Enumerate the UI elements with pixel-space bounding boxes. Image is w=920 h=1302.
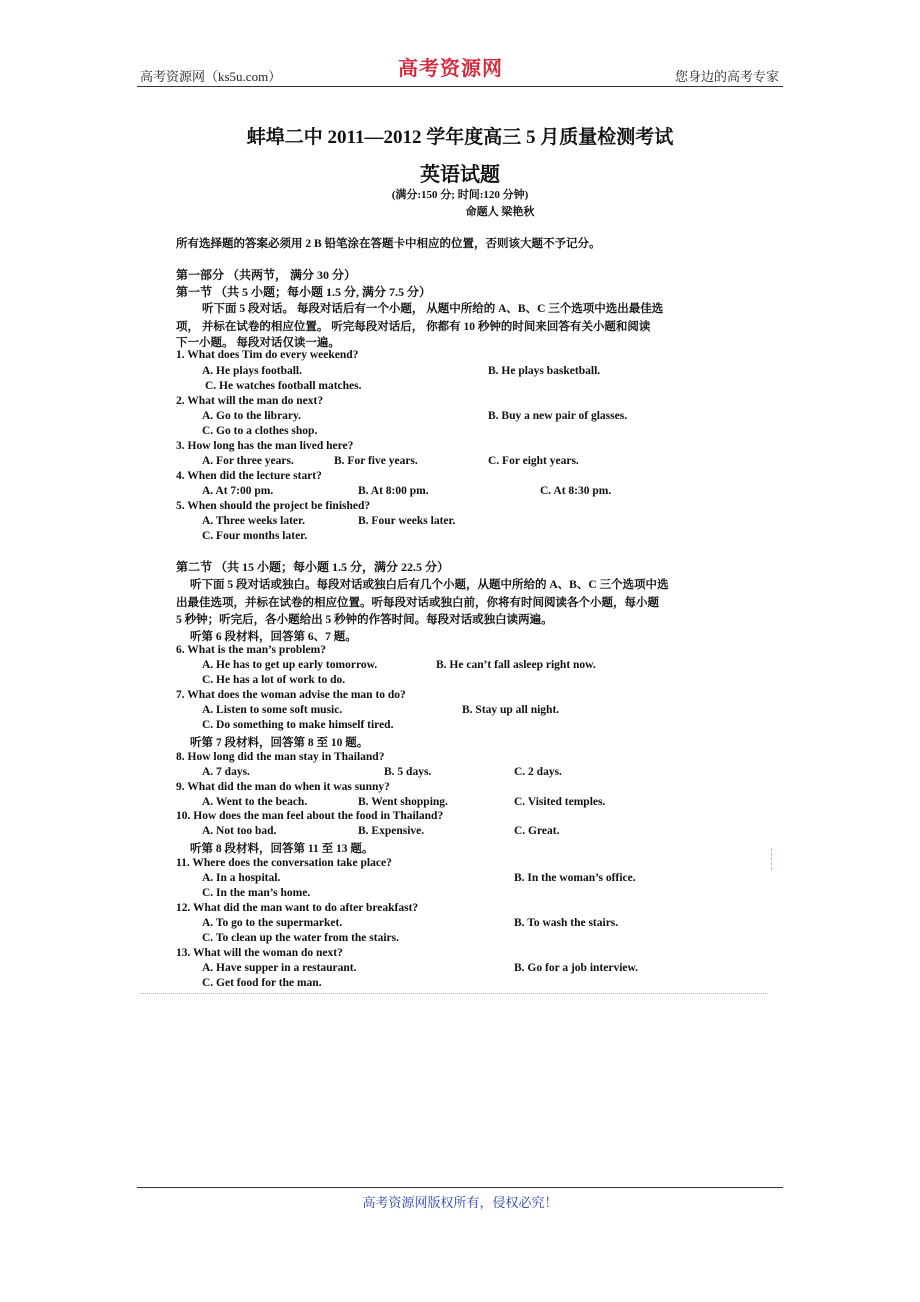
answer-notice: 所有选择题的答案必须用 2 B 铅笔涂在答题卡中相应的位置，否则该大题不予记分。	[176, 238, 601, 250]
option-c: C. Visited temples.	[514, 796, 606, 808]
option-a: A. 7 days.	[202, 766, 250, 778]
exam-meta: (满分:150 分; 时间:120 分钟)	[391, 189, 529, 201]
question-10: 10. How does the man feel about the food in Thailand?	[176, 810, 444, 822]
option-c: C. To clean up the water from the stairs.	[202, 932, 399, 944]
option-c: C. Go to a clothes shop.	[202, 425, 318, 437]
site-logo: 高考资源网	[398, 56, 503, 80]
option-c: C. 2 days.	[514, 766, 562, 778]
header-site-name: 高考资源网（ks5u.com）	[140, 69, 282, 84]
question-1: 1. What does Tim do every weekend?	[176, 349, 359, 361]
question-12: 12. What did the man want to do after breakfast?	[176, 902, 419, 914]
exam-author: 命题人 梁艳秋	[465, 206, 535, 218]
option-a: A. He plays football.	[202, 365, 302, 377]
option-a: A. Not too bad.	[202, 825, 277, 837]
option-c: C. At 8:30 pm.	[540, 485, 612, 497]
scan-artifact	[771, 848, 775, 870]
section-instructions: 听下面 5 段对话或独白。每段对话或独白后有几个小题，从题中所给的 A、B、C 三个选项中选	[190, 579, 669, 591]
section-instructions: 出最佳选项，并标在试卷的相应位置。听每段对话或独白前，你将有时间阅读各个小题，每小题	[176, 597, 659, 609]
material-instruction: 听第 6 段材料，回答第 6、7 题。	[190, 631, 357, 643]
question-6: 6. What is the man’s problem?	[176, 644, 326, 656]
option-a: A. Went to the beach.	[202, 796, 308, 808]
option-c: C. For eight years.	[488, 455, 579, 467]
option-c: C. Get food for the man.	[202, 977, 322, 989]
material-instruction: 听第 8 段材料，回答第 11 至 13 题。	[190, 843, 374, 855]
option-b: B. He can’t fall asleep right now.	[436, 659, 596, 671]
option-c: C. Do something to make himself tired.	[202, 719, 394, 731]
option-b: B. Go for a job interview.	[514, 962, 639, 974]
material-instruction: 听第 7 段材料，回答第 8 至 10 题。	[190, 737, 369, 749]
section-instructions: 下一小题。 每段对话仅读一遍。	[176, 337, 340, 349]
question-5: 5. When should the project be finished?	[176, 500, 371, 512]
section-heading: 第一节 （共 5 小题；每小题 1.5 分, 满分 7.5 分）	[176, 285, 432, 299]
question-7: 7. What does the woman advise the man to do?	[176, 689, 406, 701]
exam-title: 蚌埠二中 2011—2012 学年度高三 5 月质量检测考试	[246, 127, 674, 148]
section-heading: 第二节 （共 15 小题；每小题 1.5 分，满分 22.5 分）	[176, 560, 450, 574]
option-b: B. At 8:00 pm.	[358, 485, 429, 497]
option-b: B. Stay up all night.	[462, 704, 560, 716]
option-b: B. 5 days.	[384, 766, 432, 778]
option-a: A. At 7:00 pm.	[202, 485, 274, 497]
option-c: C. In the man’s home.	[202, 887, 311, 899]
option-a: A. Go to the library.	[202, 410, 302, 422]
part-heading: 第一部分 （共两节， 满分 30 分）	[176, 268, 357, 282]
option-a: A. Three weeks later.	[202, 515, 305, 527]
option-a: A. Have supper in a restaurant.	[202, 962, 357, 974]
footer-copyright: 高考资源网版权所有，侵权必究！	[362, 1195, 558, 1210]
option-b: B. Went shopping.	[358, 796, 448, 808]
question-4: 4. When did the lecture start?	[176, 470, 322, 482]
header-divider	[137, 86, 783, 87]
option-a: A. To go to the supermarket.	[202, 917, 343, 929]
option-b: B. He plays basketball.	[488, 365, 601, 377]
option-b: B. Expensive.	[358, 825, 425, 837]
question-3: 3. How long has the man lived here?	[176, 440, 354, 452]
option-c: C. He has a lot of work to do.	[202, 674, 346, 686]
question-2: 2. What will the man do next?	[176, 395, 324, 407]
footer-divider	[137, 1187, 783, 1188]
option-c: C. Great.	[514, 825, 560, 837]
option-b: B. To wash the stairs.	[514, 917, 619, 929]
section-instructions: 5 秒钟；听完后，各小题给出 5 秒钟的作答时间。每段对话或独白读两遍。	[176, 614, 553, 626]
scan-edge-divider	[140, 993, 768, 994]
header-slogan: 您身边的高考专家	[675, 69, 780, 84]
option-a: A. In a hospital.	[202, 872, 281, 884]
option-b: B. For five years.	[334, 455, 418, 467]
question-9: 9. What did the man do when it was sunny?	[176, 781, 390, 793]
question-13: 13. What will the woman do next?	[176, 947, 343, 959]
section-instructions: 项， 并标在试卷的相应位置。 听完每段对话后， 你都有 10 秒钟的时间来回答有关小题和阅读	[176, 321, 651, 333]
option-c: C. Four months later.	[202, 530, 308, 542]
option-b: B. Buy a new pair of glasses.	[488, 410, 628, 422]
option-a: A. He has to get up early tomorrow.	[202, 659, 378, 671]
option-a: A. Listen to some soft music.	[202, 704, 343, 716]
option-c: C. He watches football matches.	[205, 380, 362, 392]
section-instructions: 听下面 5 段对话。 每段对话后有一个小题， 从题中所给的 A、B、C 三个选项中选出最佳选	[202, 303, 664, 315]
option-b: B. In the woman’s office.	[514, 872, 636, 884]
question-8: 8. How long did the man stay in Thailand?	[176, 751, 385, 763]
option-b: B. Four weeks later.	[358, 515, 456, 527]
option-a: A. For three years.	[202, 455, 294, 467]
exam-subject: 英语试题	[420, 164, 500, 186]
question-11: 11. Where does the conversation take place?	[176, 857, 392, 869]
